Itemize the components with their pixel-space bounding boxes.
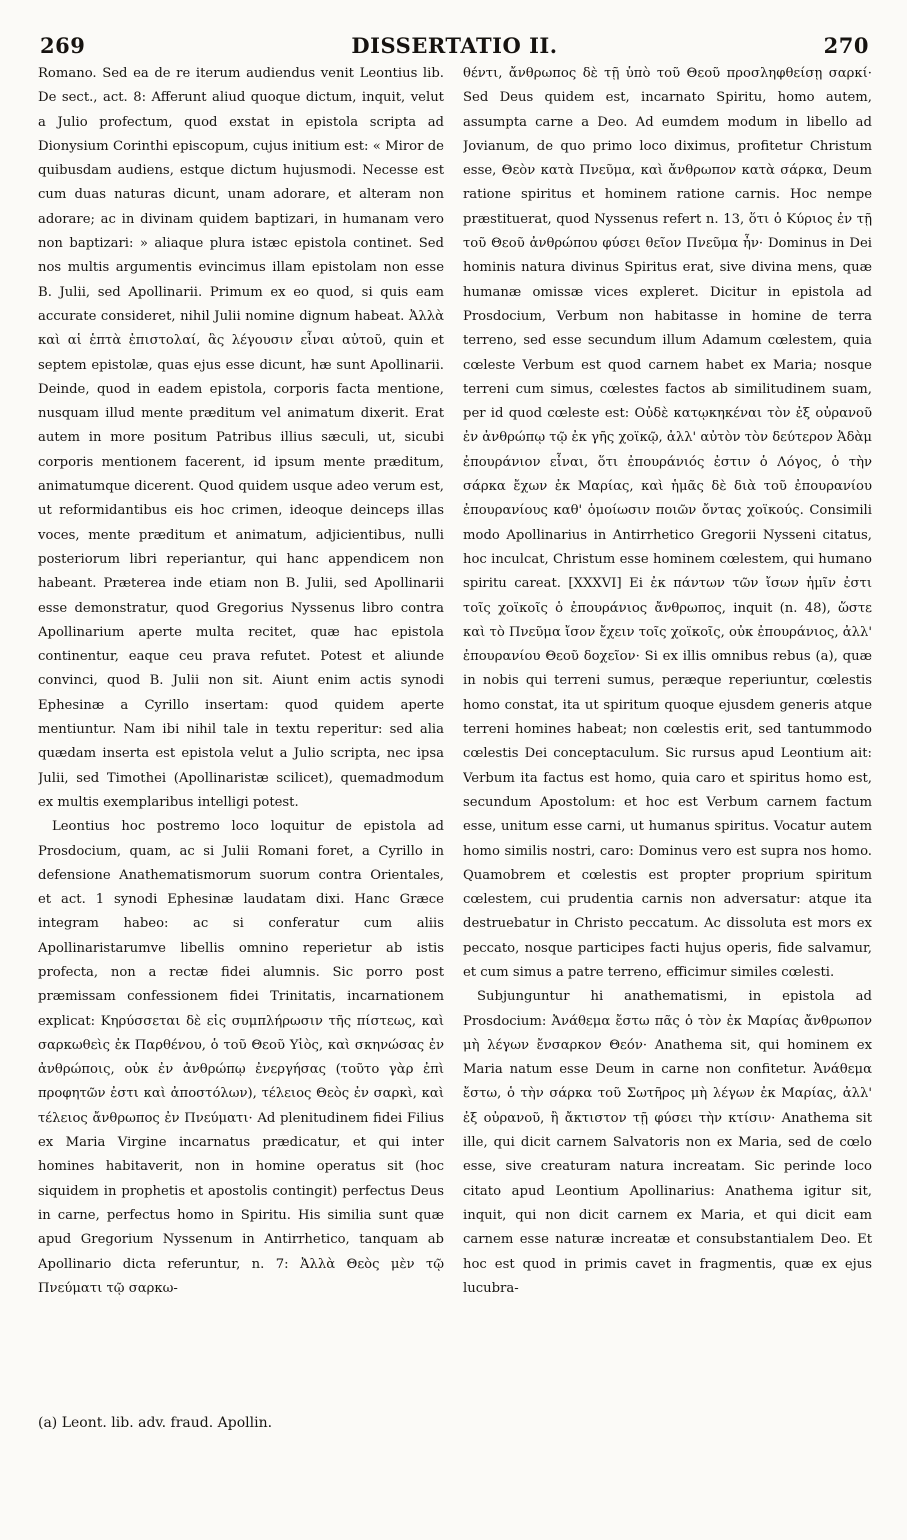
left-text-column bbox=[38, 62, 444, 1420]
right-text-column bbox=[463, 62, 872, 1420]
page-number-right: 270 bbox=[823, 33, 869, 58]
left-paragraph-2: Leontius hoc postremo loco loquitur de epistola ad Prosdocium, quam, ac si Julii Romani foret, a Cyrillo in defensione Anathematismorum suorum contra Orientales, et act. 1 synodi Ephesinæ laudatam dixi. Hanc Græce integram habeo: ac si conferatur cum aliis Apollinaristarumve libellis omnino reperietur ab istis profecta, non a rectæ fidei alumnis. Sic porro post præmissam confessionem fidei Trinitatis, incarnationem explicat: Κηρύσσεται δὲ εἰς συμπλήρωσιν τῆς πίστεως, καὶ σαρκωθεὶς ἐκ Παρθένου, ὁ τοῦ Θεοῦ Υἱὸς, καὶ σκηνώσας ἐν ἀνθρώποις, οὐκ ἐν ἀνθρώπῳ ἐνεργήσας (τοῦτο γὰρ ἐπὶ προφητῶν ἐστι καὶ ἀποστόλων), τέλειος Θεὸς ἐν σαρκὶ, καὶ τέλειος ἄνθρωπος ἐν Πνεύματι· Ad plenitudinem fidei Filius ex Maria Virgine incarnatus prædicatur, et qui inter homines habitaverit, non in homine operatus sit (hoc siquidem in prophetis et apostolis contingit) perfectus Deus in carne, perfectus homo in Spiritu. His similia sunt quæ apud Gregorium Nyssenum in Antirrhetico, tanquam ab Apollinario dicta referuntur, n. 7: Ἀλλὰ Θεὸς μὲν τῷ Πνεύματι τῷ σαρκω- bbox=[38, 819, 444, 1296]
running-title: DISSERTATIO II. bbox=[351, 33, 558, 58]
left-paragraph-1: Romano. Sed ea de re iterum audiendus venit Leontius lib. De sect., act. 8: Afferunt aliud quoque dictum, inquit, velut a Julio profectum, quod exstat in epistola scripta ad Dionysium Corinthi episcopum, cujus initium est: « Miror de quibusdam audiens, estque dictum hujusmodi. Necesse est cum duas naturas dicunt, unam adorare, et alteram non adorare; ac in divinam quidem baptizari, in humanam vero non baptizari: » aliaque plura istæc epistola continet. Sed nos multis argumentis evincimus illam epistolam non esse B. Julii, sed Apollinarii. Primum ex eo quod, si quis eam accurate consideret, nihil Julii nomine dignum habeat. Ἀλλὰ καὶ αἱ ἑπτὰ ἐπιστολαί, ἃς λέγουσιν εἶναι αὐτοῦ, quin et septem epistolæ, quas ejus esse dicunt, hæ sunt Apollinarii. Deinde, quod in eadem epistola, corporis facta mentione, nusquam illud mente præditum vel animatum dixerit. Erat autem in more positum Patribus illius sæculi, ut, sicubi corporis mentionem facerent, id ipsum mente præditum, animatumque dicerent. Quod quidem usque adeo verum est, ut reformidantibus eis hoc crimen, ideoque deinceps illas voces, mente præditum et animatum, adjicientibus, nulli posteriorum libri reperiantur, qui hanc appendicem non habeant. Præterea inde etiam non B. Julii, sed Apollinarii esse demonstratur, quod Gregorius Nyssenus libro contra Apollinarium aperte multa recitet, quæ hac epistola continentur, eaque ceu prava refutet. Potest et aliunde convinci, quod B. Julii non sit. Aiunt enim actis synodi Ephesinæ a Cyrillo insertam: quod quidem aperte mentiuntur. Nam ibi nihil tale in textu reperitur: sed alia quædam inserta est epistola velut a Julio scripta, nec ipsa Julii, sed Timothei (Apollinaristæ scilicet), quemadmodum ex multis exemplaribus intelligi potest. bbox=[38, 66, 444, 810]
running-header bbox=[40, 34, 869, 58]
footnote: (a) Leont. lib. adv. fraud. Apollin. bbox=[38, 1415, 273, 1431]
page-number-left: 269 bbox=[40, 33, 86, 58]
right-paragraph-1: θέντι, ἄνθρωπος δὲ τῇ ὑπὸ τοῦ Θεοῦ προσληφθείσῃ σαρκί· Sed Deus quidem est, incarnato Spiritu, homo autem, assumpta carne a Deo. Ad eumdem modum in libello ad Jovianum, de quo primo loco diximus, profitetur Christum esse, Θεὸν κατὰ Πνεῦμα, καὶ ἄνθρωπον κατὰ σάρκα, Deum ratione spiritus et hominem ratione carnis. Hoc nempe præstituerat, quod Nyssenus refert n. 13, ὅτι ὁ Κύριος ἐν τῇ τοῦ Θεοῦ ἀνθρώπου φύσει θεῖον Πνεῦμα ἦν· Dominus in Dei hominis natura divinus Spiritus erat, sive divina mens, quæ humanæ omissæ vices expleret. Dicitur in epistola ad Prosdocium, Verbum non habitasse in homine de terra terreno, sed esse secundum illum Adamum cœlestem, quia cœleste Verbum est quod carnem habet ex Maria; nosque terreni cum simus, cœlestes factos ab similitudinem suam, per id quod cœleste est: Οὐδὲ κατῳκηκέναι τὸν ἐξ οὐρανοῦ ἐν ἀνθρώπῳ τῷ ἐκ γῆς χοϊκῷ, ἀλλ' αὐτὸν τὸν δεύτερον Ἀδὰμ ἐπουράνιον εἶναι, ὅτι ἐπουράνιός ἐστιν ὁ Λόγος, ὁ τὴν σάρκα ἔχων ἐκ Μαρίας, καὶ ἡμᾶς δὲ διὰ τοῦ ἐπουρανίου ἐπουρανίους καθ' ὁμοίωσιν ποιῶν ὄντας χοϊκούς. Consimili modo Apollinarius in Antirrhetico Gregorii Nysseni citatus, hoc inculcat, Christum esse hominem cœlestem, qui humano spiritu careat. [XXXVI] Ei ἐκ πάντων τῶν ἴσων ἡμῖν ἐστι τοῖς χοϊκοῖς ὁ ἐπουράνιος ἄνθρωπος, inquit (n. 48), ὥστε καὶ τὸ Πνεῦμα ἴσον ἔχειν τοῖς χοϊκοῖς, οὐκ ἐπουράνιος, ἀλλ' ἐπουρανίου Θεοῦ δοχεῖον· Si ex illis omnibus rebus (a), quæ in nobis qui terreni sumus, peræque reperiuntur, cœlestis homo constat, ita ut spiritum quoque ejusdem generis atque terreni homines habeat; non cœlestis erit, sed tantummodo cœlestis Dei conceptaculum. Sic rursus apud Leontium ait: Verbum ita factus est homo, quia caro et spiritus homo est, secundum Apostolum: et hoc est Verbum carnem factum esse, unitum esse carni, ut humanus spiritus. Vocatur autem homo similis nostri, caro: Dominus vero est supra nos homo. Quamobrem et cœlestis est propter proprium spiritum cœlestem, cui prudentia carnis non adversatur: atque ita destruebatur in Christo peccatum. Ac dissoluta est mors ex peccato, nosque participes facti hujus operis, fide salvamur, et cum simus a patre terreno, efficimur similes cœlesti. bbox=[463, 66, 872, 980]
right-paragraph-2: Subjunguntur hi anathematismi, in epistola ad Prosdocium: Ἀνάθεμα ἔστω πᾶς ὁ τὸν ἐκ Μαρίας ἄνθρωπον μὴ λέγων ἔνσαρκον Θεόν· Anathema sit, qui hominem ex Maria natum esse Deum in carne non confitetur. Ἀνάθεμα ἔστω, ὁ τὴν σάρκα τοῦ Σωτῆρος μὴ λέγων ἐκ Μαρίας, ἀλλ' ἐξ οὐρανοῦ, ἢ ἄκτιστον τῇ φύσει τὴν κτίσιν· Anathema sit ille, qui dicit carnem Salvatoris non ex Maria, sed de cœlo esse, sive creaturam natura increatam. Sic perinde loco citato apud Leontium Apollinarius: Anathema igitur sit, inquit, qui non dicit carnem ex Maria, et qui dicit eam carnem esse naturæ increatæ et consubstantialem Deo. Et hoc est quod in primis cavet in fragmentis, quæ ex ejus lucubra- bbox=[463, 989, 872, 1296]
